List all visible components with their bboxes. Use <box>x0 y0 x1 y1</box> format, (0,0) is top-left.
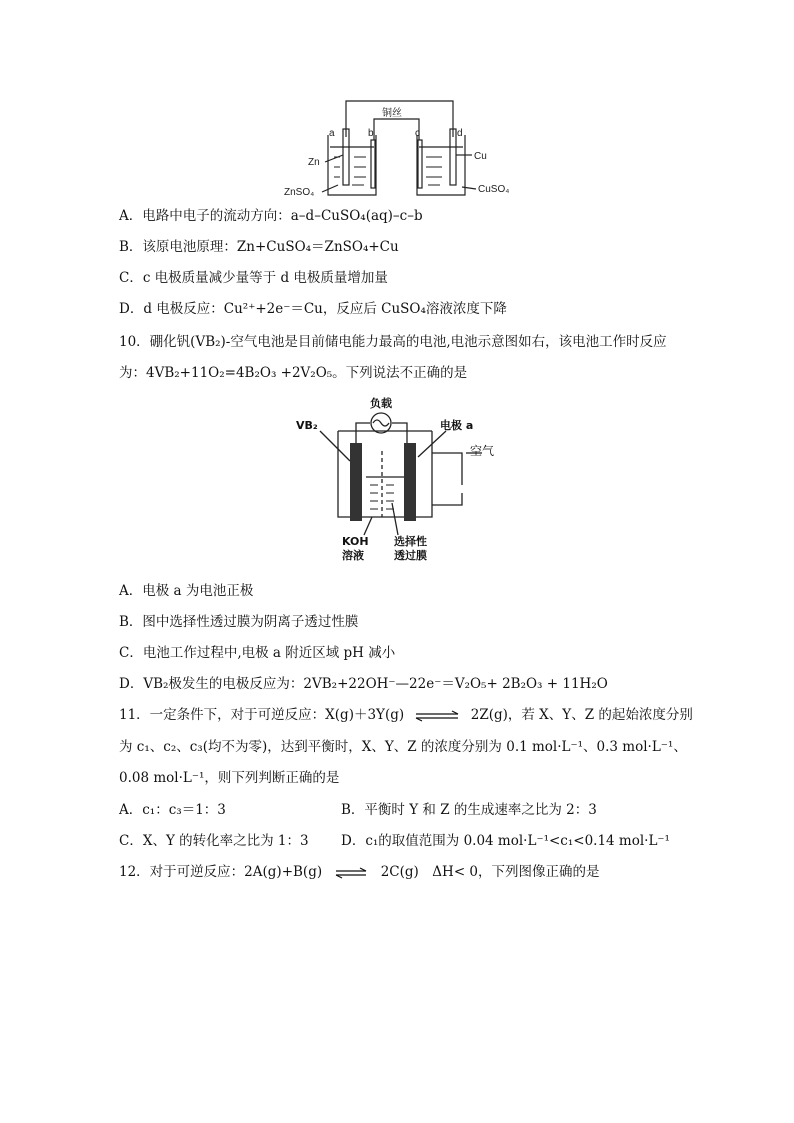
q12-stem-part1: 12．对于可逆反应：2A(g)+B(g) <box>119 864 323 880</box>
q11-stem-part2: 2Z(g)，若 X、Y、Z 的起始浓度分别 <box>470 707 693 723</box>
label-vb2: VB₂ <box>296 419 318 432</box>
q10-option-a: A．电极 a 为电池正极 <box>119 583 254 599</box>
galvanic-cell-diagram <box>280 95 520 205</box>
equilibrium-arrow-icon <box>414 710 460 722</box>
label-znso4: ZnSO₄ <box>284 187 315 198</box>
label-koh: KOH <box>342 535 369 548</box>
wire-label: 铜丝 <box>382 108 402 119</box>
q11-stem-line2: 为 c₁、c₂、c₃(均不为零)，达到平衡时，X、Y、Z 的浓度分别为 0.1 mol·L⁻¹、0.3 mol·L⁻¹、 <box>119 739 687 755</box>
label-electrode-a: 电极 a <box>440 419 474 432</box>
q10-option-d: D．VB₂极发生的电极反应为：2VB₂+22OH⁻—22e⁻＝V₂O₅+ 2B₂O₃ + 11H₂O <box>119 676 608 692</box>
q9-option-a: A．电路中电子的流动方向：a–d–CuSO₄(aq)–c–b <box>119 208 423 224</box>
q12-stem <box>119 863 600 881</box>
q10-stem-line2: 为：4VB₂+11O₂=4B₂O₃ +2V₂O₅。下列说法不正确的是 <box>119 365 468 381</box>
vb2-air-battery-diagram <box>290 395 510 567</box>
label-membrane-1: 选择性 <box>394 535 427 548</box>
q12-stem-part2: 2C(g) ΔH< 0，下列图像正确的是 <box>380 864 600 880</box>
q11-stem-part1: 11．一定条件下，对于可逆反应：X(g)＋3Y(g) <box>119 707 405 723</box>
label-load: 负载 <box>370 397 392 410</box>
electrode-a <box>343 129 349 185</box>
equilibrium-arrow-icon <box>334 867 368 879</box>
label-b: b <box>368 128 374 139</box>
label-air: 空气 <box>470 444 495 458</box>
q11-option-a: A．c₁：c₃＝1：3 <box>119 802 226 818</box>
right-beaker <box>417 135 465 195</box>
electrode-a-bar <box>404 443 416 521</box>
label-cuso4: CuSO₄ <box>478 184 510 195</box>
q11-stem-line3: 0.08 mol·L⁻¹，则下列判断正确的是 <box>119 770 340 786</box>
q11-option-c: C．X、Y 的转化率之比为 1：3 <box>119 833 309 849</box>
q9-option-d: D．d 电极反应：Cu²⁺+2e⁻＝Cu，反应后 CuSO₄溶液浓度下降 <box>119 301 507 317</box>
label-solution: 溶液 <box>342 549 364 562</box>
label-cu: Cu <box>474 151 487 162</box>
label-zn: Zn <box>308 157 320 168</box>
label-a: a <box>329 128 335 139</box>
q10-option-c: C．电池工作过程中,电极 a 附近区域 pH 减小 <box>119 645 396 661</box>
label-membrane-2: 透过膜 <box>394 549 427 562</box>
q9-option-b: B．该原电池原理：Zn+CuSO₄＝ZnSO₄+Cu <box>119 239 399 255</box>
air-chamber <box>432 453 462 485</box>
q11-stem-line1 <box>119 706 693 724</box>
label-c: c <box>415 128 420 139</box>
label-d: d <box>457 128 463 139</box>
electrode-d <box>450 129 456 185</box>
q11-option-d: D．c₁的取值范围为 0.04 mol·L⁻¹<c₁<0.14 mol·L⁻¹ <box>341 833 670 849</box>
q9-option-c: C．c 电极质量减少量等于 d 电极质量增加量 <box>119 270 388 286</box>
q10-stem-line1: 10．硼化钒(VB₂)-空气电池是目前储电能力最高的电池,电池示意图如右，该电池工作时反应 <box>119 334 667 350</box>
q10-option-b: B．图中选择性透过膜为阴离子透过性膜 <box>119 614 359 630</box>
vb2-electrode <box>350 443 362 521</box>
q11-option-b: B．平衡时 Y 和 Z 的生成速率之比为 2：3 <box>341 802 597 818</box>
copper-wire <box>374 119 419 140</box>
